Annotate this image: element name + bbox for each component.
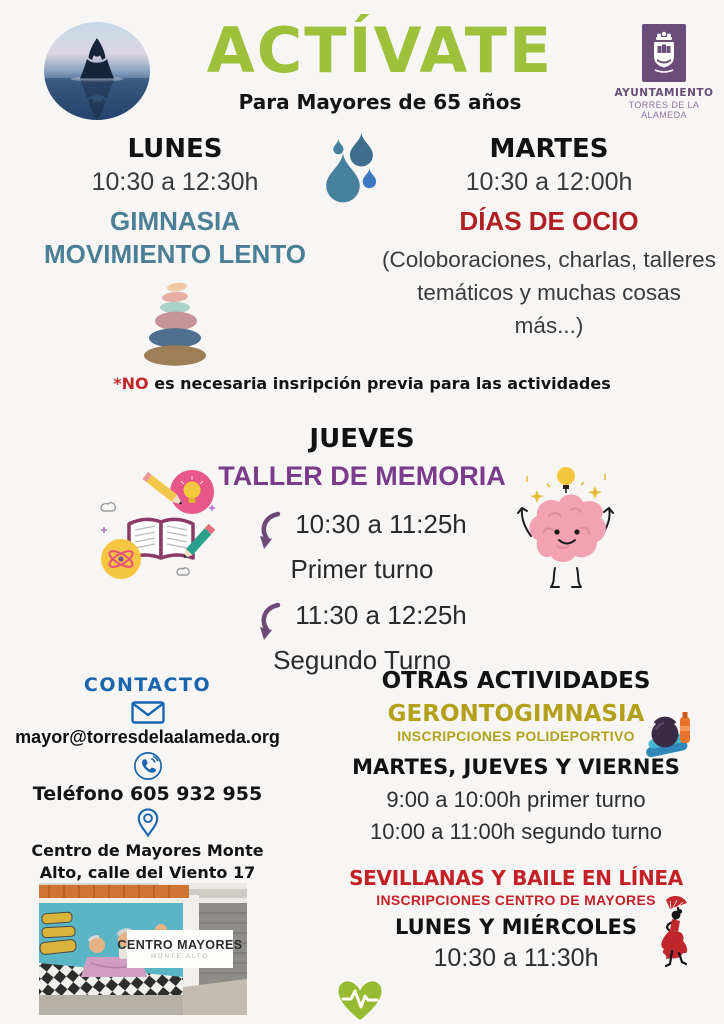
sevillanas-subtitle: INSCRIPCIONES CENTRO DE MAYORES [376, 892, 656, 908]
thursday-turn-1-time: 10:30 a 11:25h [295, 509, 467, 540]
yoga-photo [44, 22, 150, 120]
note [0, 374, 724, 393]
thursday-turn-2-label: Segundo Turno [273, 644, 451, 675]
monday-section [0, 134, 350, 366]
note-prefix: *NO [113, 374, 149, 393]
gerontogimnasia-subtitle: INSCRIPCIONES POLIDEPORTIVO [397, 728, 635, 744]
location-pin-icon [137, 808, 159, 837]
sevillanas-title: SEVILLANAS Y BAILE EN LÍNEA [349, 866, 683, 890]
study-doodle-icon [93, 462, 225, 586]
monday-time: 10:30 a 12:30h [91, 168, 259, 196]
poster-subtitle: Para Mayores de 65 años [238, 90, 522, 114]
sevillanas-time: 10:30 a 11:30h [433, 944, 599, 972]
contact-address-line2: Alto, calle del Viento 17 [39, 862, 256, 882]
monday-activity: GIMNASIA MOVIMIENTO LENTO [44, 206, 306, 270]
tuesday-activity: DÍAS DE OCIO [459, 206, 639, 236]
thursday-turn-2 [0, 591, 724, 676]
contact-heading: CONTACTO [83, 674, 212, 696]
sevillanas-days: LUNES Y MIÉRCOLES [395, 915, 637, 939]
gerontogimnasia-turn-1: 9:00 a 10:00h primer turno [386, 787, 646, 812]
photo-caption-title: CENTRO MAYORES [117, 938, 243, 952]
monday-day: LUNES [127, 134, 223, 164]
logo-subname: TORRES DE LA ALAMEDA [628, 100, 700, 120]
gerontogimnasia-days: MARTES, JUEVES Y VIERNES [352, 755, 680, 779]
phone-icon [133, 751, 163, 781]
thursday-turn-2-time: 11:30 a 12:25h [295, 600, 467, 631]
heart-pulse-icon [336, 978, 384, 1022]
tuesday-section [374, 134, 724, 342]
thursday-activity: TALLER DE MEMORIA [218, 461, 506, 491]
contact-email: mayor@torresdelaalameda.org [15, 727, 280, 747]
other-activities-heading: OTRAS ACTIVIDADES [381, 668, 651, 694]
thursday-turn-1-label: Primer turno [290, 553, 434, 584]
envelope-icon [131, 701, 165, 724]
ayuntamiento-logo [608, 24, 720, 120]
contact-address-line1: Centro de Mayores Monte [31, 841, 264, 860]
tuesday-day: MARTES [489, 134, 609, 164]
note-text: es necesaria insripción previa para las actividades [148, 374, 611, 393]
flamenco-dancer-icon [650, 896, 696, 968]
logo-name: AYUNTAMIENTO [614, 87, 714, 99]
curved-arrow-icon [257, 601, 281, 641]
kettlebell-icon [642, 704, 698, 760]
photo-caption [117, 930, 243, 968]
tuesday-time: 10:30 a 12:00h [465, 168, 633, 196]
brain-character-icon [505, 460, 625, 594]
contact-address [0, 840, 295, 883]
contact-phone: Teléfono 605 932 955 [32, 783, 263, 805]
curved-arrow-icon [257, 510, 281, 550]
zen-stones-icon [131, 280, 219, 366]
contact-section [0, 674, 295, 883]
tuesday-description: (Coloboraciones, charlas, talleres temáticos y muchas cosas más...) [382, 247, 716, 338]
photo-caption-subtitle: MONTE ALTO [150, 954, 210, 960]
coat-of-arms-icon [642, 24, 686, 82]
gerontogimnasia-turn-2: 10:00 a 11:00h segundo turno [370, 819, 662, 844]
poster-title: ACTÍVATE [206, 14, 554, 87]
gerontogimnasia-title: GERONTOGIMNASIA [387, 701, 645, 727]
thursday-day: JUEVES [309, 424, 415, 454]
centro-mayores-photo [39, 883, 247, 1015]
